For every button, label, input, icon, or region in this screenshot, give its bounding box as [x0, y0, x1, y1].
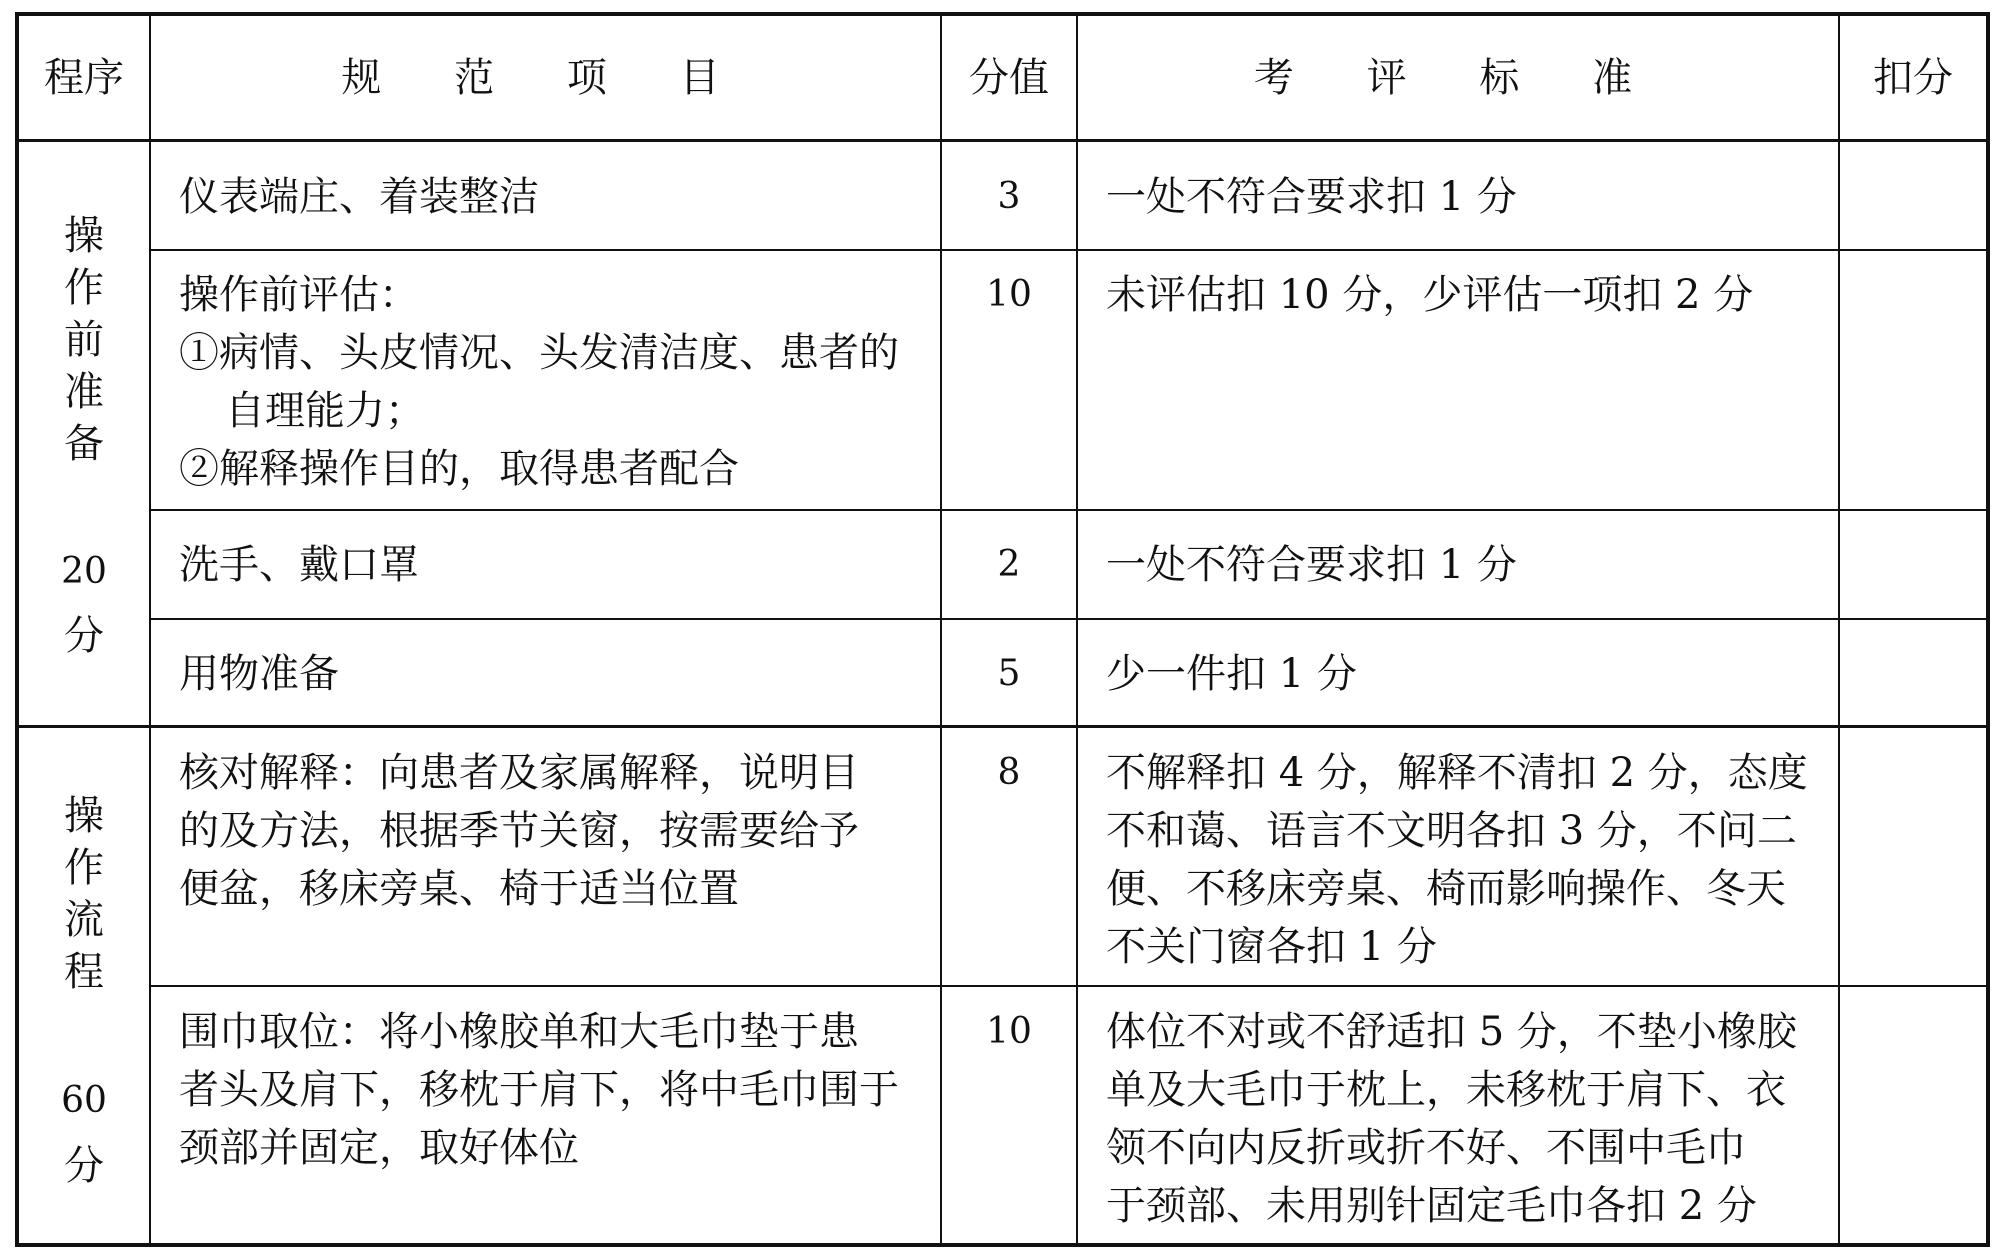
item-line: 围巾取位：将小橡胶单和大毛巾垫于患 [179, 1009, 859, 1055]
table-row-item [151, 645, 940, 703]
row-rule [150, 509, 1990, 511]
criteria-line: 不关门窗各扣 1 分 [1106, 924, 1437, 970]
section-title-char: 前 [64, 317, 104, 363]
item-line: 颈部并固定，取好体位 [179, 1125, 579, 1171]
header-rule [15, 139, 1990, 142]
section-title-char: 操 [64, 793, 104, 839]
criteria-line: 不解释扣 4 分，解释不清扣 2 分，态度 [1106, 750, 1808, 796]
table-row-item [151, 1003, 940, 1177]
score-cell: 10 [986, 1011, 1032, 1052]
header-criteria: 考 评 标 准 [1253, 55, 1663, 101]
row-rule [150, 618, 1990, 620]
table-row-criteria [1078, 266, 1838, 324]
criteria-line: 单及大毛巾于枕上，未移枕于肩下、衣 [1106, 1067, 1786, 1113]
row-rule [150, 249, 1990, 251]
header-deduction: 扣分 [1873, 55, 1953, 101]
criteria-line: 于颈部、未用别针固定毛巾各扣 2 分 [1106, 1183, 1757, 1229]
section-rule [15, 725, 1990, 728]
score-cell: 10 [986, 274, 1032, 315]
header-score: 分值 [969, 55, 1049, 101]
table-row-criteria [1078, 744, 1838, 976]
item-line: 操作前评估： [179, 272, 419, 318]
item-line: 核对解释：向患者及家属解释，说明目 [179, 750, 859, 796]
criteria-line: 一处不符合要求扣 1 分 [1106, 542, 1517, 588]
score-cell: 5 [997, 653, 1021, 694]
item-line: 用物准备 [179, 651, 339, 697]
section-points: 20 [61, 551, 107, 592]
section-title-char: 备 [64, 421, 104, 467]
criteria-line: 体位不对或不舒适扣 5 分，不垫小橡胶 [1106, 1009, 1797, 1055]
table-row-criteria [1078, 1003, 1838, 1235]
item-line: 自理能力； [225, 388, 425, 434]
score-cell: 3 [997, 176, 1021, 217]
table-row-criteria [1078, 168, 1838, 226]
header-procedure: 程序 [44, 55, 124, 101]
section-points: 60 [61, 1080, 107, 1121]
table-row-item [151, 536, 940, 594]
criteria-line: 领不向内反折或折不好、不围中毛巾 [1106, 1125, 1746, 1171]
item-line: ①病情、头皮情况、头发清洁度、患者的 [179, 330, 899, 376]
item-line: ②解释操作目的，取得患者配合 [179, 446, 739, 492]
item-line: 仪表端庄、着装整洁 [179, 174, 539, 220]
criteria-line: 不和蔼、语言不文明各扣 3 分，不问二 [1106, 808, 1797, 854]
row-rule [150, 985, 1990, 987]
header-item: 规 范 项 目 [341, 55, 750, 101]
column-rule [1838, 12, 1840, 1247]
table-row-criteria [1078, 645, 1838, 703]
section-title-char: 程 [64, 949, 104, 995]
table-row-item [151, 168, 940, 226]
criteria-line: 便、不移床旁桌、椅而影响操作、冬天 [1106, 866, 1786, 912]
criteria-line: 未评估扣 10 分，少评估一项扣 2 分 [1106, 272, 1754, 318]
item-line: 者头及肩下，移枕于肩下，将中毛巾围于 [179, 1067, 899, 1113]
section-points-unit: 分 [64, 1143, 104, 1189]
section-title-char: 作 [64, 845, 104, 891]
item-line: 的及方法，根据季节关窗，按需要给予 [179, 808, 859, 854]
item-line: 便盆，移床旁桌、椅于适当位置 [179, 866, 739, 912]
section-title-char: 作 [64, 265, 104, 311]
section-title-char: 操 [64, 213, 104, 259]
table-row-criteria [1078, 536, 1838, 594]
table-row-item [151, 266, 940, 498]
item-line: 洗手、戴口罩 [179, 542, 419, 588]
table-row-item [151, 744, 940, 918]
score-cell: 2 [997, 544, 1021, 585]
section-points-unit: 分 [64, 613, 104, 659]
criteria-line: 一处不符合要求扣 1 分 [1106, 174, 1517, 220]
score-cell: 8 [997, 752, 1021, 793]
section-title-char: 准 [64, 369, 104, 415]
criteria-line: 少一件扣 1 分 [1106, 651, 1357, 697]
section-title-char: 流 [64, 897, 104, 943]
